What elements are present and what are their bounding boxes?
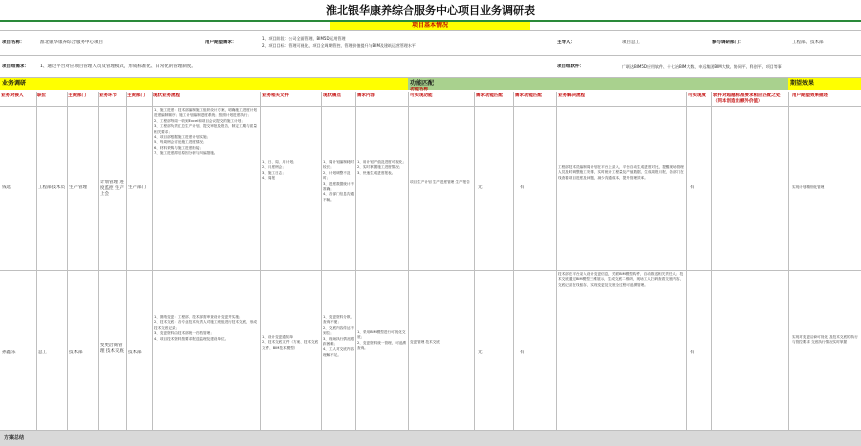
grid-line <box>152 92 153 430</box>
row2-need: 1、采用BIM模型进行可视化交底； 2、变更资料统一管理，可追溯查询。 <box>357 330 407 351</box>
col-position: 职位 <box>37 93 46 98</box>
row1-dept: 生产管理 <box>69 185 87 190</box>
row1-can2: 无 <box>478 185 483 190</box>
dept-label: 参与调研部门： <box>712 40 744 45</box>
req-value: 1、通过平台对应项目管理人员及管理模式，形成标准化、日常化的管理制度。 <box>40 64 196 69</box>
tool-value: 广联达BIM5D应用软件、十七冶BIM大数、申远集团BIM大数、协同平、科创平、项目等事 <box>622 64 782 69</box>
section-function: 功能匹配 <box>408 78 788 90</box>
row1-degree: 有 <box>690 185 695 190</box>
grid-line <box>126 92 127 430</box>
col-pain: 现状痛点 <box>323 93 341 98</box>
row2-position: 总工 <box>38 350 47 355</box>
footer-summary: 方案总结 <box>0 431 861 446</box>
client-label: 用户期望需求： <box>205 40 237 45</box>
col-need: 需求内容 <box>357 93 375 98</box>
row2-dept: 技术部 <box>69 350 83 355</box>
dept-value: 工程部、技术部 <box>792 40 824 45</box>
col-stage: 业务环节 <box>99 93 117 98</box>
col-dept: 主责部门 <box>68 93 86 98</box>
grid-line <box>513 92 514 430</box>
row1-stage: 计划管理 进度监控 生产上会 <box>100 180 124 197</box>
project-name-label: 项目名称： <box>2 40 25 45</box>
leader-label: 主导人： <box>557 40 575 45</box>
req-label: 项目组需求： <box>2 64 29 69</box>
col-func-match2: 需求功能匹配 <box>515 93 542 98</box>
row2-stage: 变更洽商管理 技术交底 <box>100 343 124 354</box>
row1-solution: 工程部技术员编制周计划在平台上录入，平台自动生成进度对比，提醒现场管理人员及时调整施工安排，实时统计工程量及产值数据，生成周报月报，各部门在线查看项目进度及问题，减少沟通成本，提升管理效率。 <box>558 165 684 180</box>
row2-can2: 无 <box>478 350 483 355</box>
grid-line <box>408 92 409 430</box>
row2-degree: 有 <box>690 350 695 355</box>
grid-line <box>98 92 99 430</box>
grid-line <box>556 92 557 430</box>
row1-need: 1、用计划产值及进度可视化； 2、实时掌握施工进度情况； 3、快速生成进度报表。 <box>357 160 407 175</box>
col-flow: 现状业务流程 <box>153 93 180 98</box>
grid-line <box>260 92 261 430</box>
row2-match: 有 <box>520 350 525 355</box>
row2-solution: 技术部在平台录入设计变更信息，关联BIM模型构件，自动推送相关责任人；技术交底通过BIM模型三维展示，生成交底二维码，现场工人扫码查看交底内容，交底记录在线留存，实现变更及交底全过程可追溯管理。 <box>558 272 684 287</box>
grid-line <box>36 92 37 430</box>
col-files: 业务相关文件 <box>262 93 289 98</box>
col-extra: 软件对超越标准要求相应匹配之处（同本创造出额外价值） <box>713 93 781 104</box>
row2-flow: 1、图纸变更：工程部、技术部需审查设计变更并实施； 2、技术交底：各专业技术负责人对施工班组进行技术交底，形成技术交底记录； 3、变更资料由技术部统一归档管理； 4、项目技术资料按要求报送监理及建设单位。 <box>154 315 257 341</box>
col-degree: 可实现度 <box>688 93 706 98</box>
row1-func-name: 项目生产计划 生产进度管理 生产报告 <box>410 180 470 184</box>
client-value-2: 2、项目目标：管理可视化、项目全周期管控、管理价值提升与BIM及建筑运营管理水平 <box>262 43 416 48</box>
row1-flow: 1、施工进度：技术部编制施工组织设计方案，明确施工进度计划进度编制顺序；施工计划编制进度系统；按照计划进度执行； 2、工程部每周一收到Excel和项目会议提交的施工计划； 3、工程部负责汇总生产计划，提交审批及报告，制定工期与质量相关要求； 4、项目部根据施工进度计划实施； 5、每周例会讨论施工进度情况； 6、材料采购与施工进度衔接； 7、施工进度滞后原因分析与纠偏措施。 <box>154 108 257 156</box>
col-func-can: 可实现功能 <box>410 93 433 98</box>
row2-pain: 1、变更资料分散，查询不便； 2、交底内容传达不到位； 3、现场执行情况跟踪困难； 4、工人对交底内容理解不足。 <box>323 315 355 357</box>
col-effect: 用户期望效果描述 <box>792 93 828 98</box>
col-func-match1: 需求功能匹配 <box>476 93 503 98</box>
section-expected: 期望效果 <box>788 78 861 90</box>
col-person: 业务对接人 <box>1 93 24 98</box>
row1-match: 有 <box>520 185 525 190</box>
col-solution: 业务解决流程 <box>558 93 585 98</box>
row2-effect: 实现对变更洽商可视化 及技术交底的执行与管控要求 交底执行情况实时掌握 <box>792 335 858 345</box>
grid-line <box>0 106 861 107</box>
grid-line <box>355 92 356 430</box>
grid-line <box>0 30 861 31</box>
project-name-value: 淮北银华康养综合服务中心项目 <box>40 40 103 45</box>
grid-line <box>711 92 712 430</box>
row2-func-name: 变更管理 技术交底 <box>410 340 440 344</box>
row2-files: 1、设计变更通知单 2、技术交底文件（方案、技术交底文件、BIM技术模型） <box>262 335 319 350</box>
tool-label: 项目组软件： <box>557 64 584 69</box>
grid-line <box>67 92 68 430</box>
grid-line <box>0 55 861 56</box>
grid-line <box>474 92 475 430</box>
col-func-name: 功能名称 <box>410 87 428 92</box>
grid-line <box>686 92 687 430</box>
section-business: 业务调研 <box>0 78 408 90</box>
row1-pain: 1、周计划编制耗时较长； 2、计划调整不及时； 3、进度数据统计不准确； 4、各部门信息沟通不畅。 <box>323 160 355 202</box>
row2-owner: 技术部 <box>128 350 142 355</box>
page-title: 淮北银华康养综合服务中心项目业务调研表 <box>326 4 535 17</box>
leader-value: 项目总工 <box>622 40 640 45</box>
row2-person: 孙鑫乐 <box>2 350 16 355</box>
basic-info-header: 项目基本情况 <box>330 22 530 30</box>
row1-effect: 实现计划精细化管理 <box>792 185 825 189</box>
row1-owner: 生产部门 <box>128 185 146 190</box>
client-value-1: 1、项目阶段：公司全面管理、BIM5D运用管理 <box>262 36 346 41</box>
row1-position: 工程部技术员 <box>38 185 65 190</box>
row1-person: 钱选 <box>2 185 11 190</box>
grid-line <box>321 92 322 430</box>
grid-line <box>788 92 789 430</box>
row1-files: 1、日、周、月计划； 2、月度例会； 3、施工日志； 4、周报 <box>262 160 297 181</box>
grid-line <box>0 270 861 271</box>
col-owner: 主责部门 <box>127 93 145 98</box>
